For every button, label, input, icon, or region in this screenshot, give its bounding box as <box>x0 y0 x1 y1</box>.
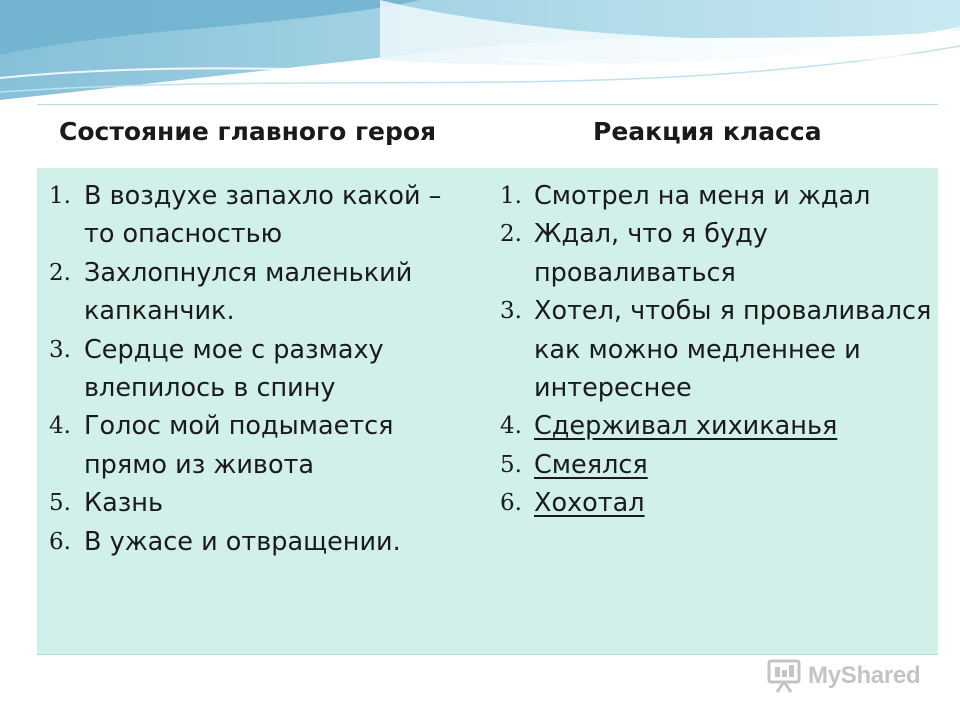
item-text: В ужасе и отвращении. <box>84 526 401 557</box>
comparison-table <box>37 104 938 655</box>
header-hero-state: Состояние главного героя <box>59 117 437 146</box>
underlined-text: Смеялся <box>534 449 648 480</box>
item-text: Смотрел на меня и ждал <box>534 181 871 211</box>
underlined-text: Сдерживал хихиканья <box>534 411 838 442</box>
list-item: 5. Казнь <box>37 484 477 522</box>
list-item: 4. Голос мой подымается прямо из живота <box>37 407 477 484</box>
list-item: 4. Сдерживал хихиканья <box>488 407 938 445</box>
item-text: В воздухе запахло какой – то опасностью <box>84 181 442 250</box>
item-text: Голос мой подымается прямо из живота <box>84 411 394 480</box>
list-item: 3. Сердце мое с размаху влепилось в спину <box>37 331 477 408</box>
item-text: Ждал, что я буду проваливаться <box>534 219 768 288</box>
list-item: 1. В воздухе запахло какой – то опасностью <box>37 177 477 254</box>
myshared-watermark <box>766 656 920 696</box>
list-item: 3. Хотел, чтобы я проваливался как можно медленнее и интереснее <box>488 292 938 407</box>
watermark-text: MyShared <box>808 662 921 689</box>
list-item: 2. Захлопнулся маленький капканчик. <box>37 254 477 331</box>
list-item: 1. Смотрел на меня и ждал <box>488 177 938 215</box>
item-text: Казнь <box>84 488 163 519</box>
header-class-reaction: Реакция класса <box>593 117 822 146</box>
item-text: Сердце мое с размаху влепилось в спину <box>84 334 384 404</box>
list-item: 6. В ужасе и отвращении. <box>37 523 477 561</box>
item-text <box>488 407 938 445</box>
table-body <box>37 168 938 654</box>
item-text: Хотел, чтобы я проваливался как можно медленнее и интереснее <box>534 296 932 404</box>
list-item: 2. Ждал, что я буду проваливаться <box>488 215 938 292</box>
list-item: 5. Смеялся <box>488 446 938 484</box>
item-text: Захлопнулся маленький капканчик. <box>84 257 413 327</box>
list-item: 6. Хохотал <box>488 484 938 522</box>
class-reaction-list <box>488 177 938 523</box>
underlined-text: Хохотал <box>534 488 645 519</box>
hero-state-list <box>37 177 477 561</box>
table-header-row <box>37 105 938 169</box>
item-text <box>488 484 938 522</box>
presentation-board-icon <box>766 658 804 694</box>
item-text <box>488 446 938 484</box>
header-wave-decoration <box>0 0 960 120</box>
